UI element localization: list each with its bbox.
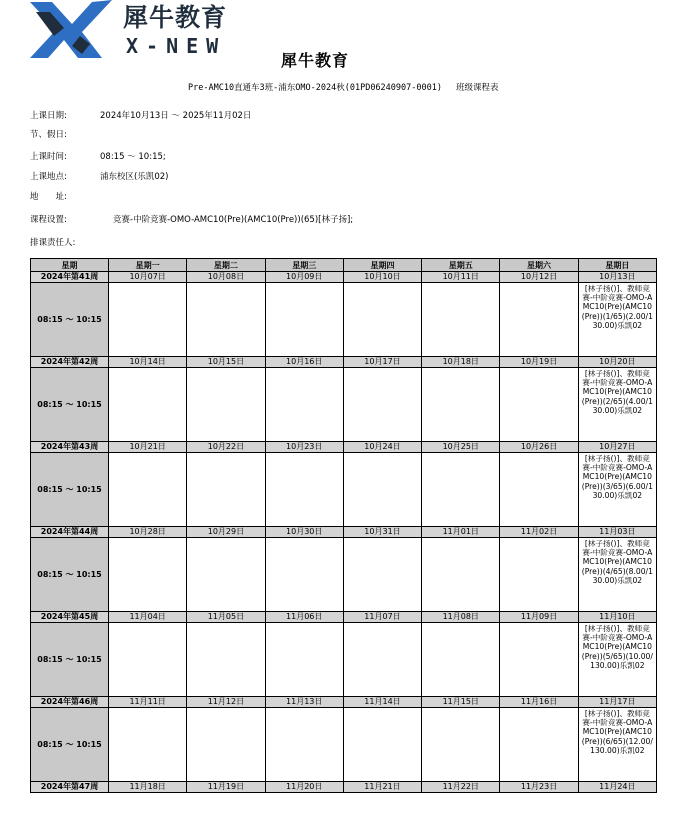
week-label: 2024年第42周 xyxy=(31,357,109,368)
date-cell: 11月02日 xyxy=(500,527,578,538)
lesson-cell[interactable]: [林子扬()]、教师竞赛-中阶竞赛-OMO-AMC10(Pre)(AMC10(Pre))(6/65)(12.00/130.00)乐凯02 xyxy=(578,708,656,782)
empty-slot-cell xyxy=(422,623,500,697)
date-cell: 10月29日 xyxy=(187,527,265,538)
header-sat: 星期六 xyxy=(500,259,578,272)
date-cell: 10月19日 xyxy=(500,357,578,368)
time-slot-row xyxy=(31,708,657,782)
date-cell: 10月16日 xyxy=(265,357,343,368)
info-address xyxy=(30,190,100,202)
empty-slot-cell xyxy=(265,538,343,612)
empty-slot-cell xyxy=(187,623,265,697)
empty-slot-cell xyxy=(109,453,187,527)
empty-slot-cell xyxy=(500,283,578,357)
empty-slot-cell xyxy=(109,368,187,442)
empty-slot-cell xyxy=(187,453,265,527)
time-slot-row xyxy=(31,538,657,612)
empty-slot-cell xyxy=(343,538,421,612)
date-cell: 10月17日 xyxy=(343,357,421,368)
date-cell: 10月15日 xyxy=(187,357,265,368)
lesson-cell[interactable]: [林子扬()]、教师竞赛-中阶竞赛-OMO-AMC10(Pre)(AMC10(Pre))(4/65)(8.00/130.00)乐凯02 xyxy=(578,538,656,612)
time-value: 08:15 ～ 10:15; xyxy=(100,152,166,162)
empty-slot-cell xyxy=(343,708,421,782)
time-slot-row xyxy=(31,623,657,697)
date-cell: 10月18日 xyxy=(422,357,500,368)
date-cell: 10月14日 xyxy=(109,357,187,368)
info-setting xyxy=(30,213,353,225)
empty-slot-cell xyxy=(343,368,421,442)
empty-slot-cell xyxy=(343,453,421,527)
company-logo xyxy=(30,0,240,62)
date-cell: 11月10日 xyxy=(578,612,656,623)
date-cell: 11月19日 xyxy=(187,782,265,793)
time-slot-label: 08:15 ～ 10:15 xyxy=(31,623,109,697)
empty-slot-cell xyxy=(187,283,265,357)
empty-slot-cell xyxy=(265,453,343,527)
date-cell: 11月06日 xyxy=(265,612,343,623)
date-cell: 10月27日 xyxy=(578,442,656,453)
empty-slot-cell xyxy=(500,538,578,612)
info-time xyxy=(30,150,166,162)
page-title: 犀牛教育 xyxy=(281,51,350,70)
date-cell: 11月15日 xyxy=(422,697,500,708)
empty-slot-cell xyxy=(109,283,187,357)
week-date-row xyxy=(31,357,657,368)
empty-slot-cell xyxy=(500,623,578,697)
date-cell: 10月28日 xyxy=(109,527,187,538)
date-cell: 11月07日 xyxy=(343,612,421,623)
logo-brand-text: 犀牛教育 xyxy=(123,3,228,32)
week-label: 2024年第45周 xyxy=(31,612,109,623)
time-slot-row xyxy=(31,368,657,442)
date-cell: 11月13日 xyxy=(265,697,343,708)
lesson-cell[interactable]: [林子扬()]、教师竞赛-中阶竞赛-OMO-AMC10(Pre)(AMC10(Pre))(2/65)(4.00/130.00)乐凯02 xyxy=(578,368,656,442)
empty-slot-cell xyxy=(422,283,500,357)
week-label: 2024年第43周 xyxy=(31,442,109,453)
setting-value: 竞赛-中阶竞赛-OMO-AMC10(Pre)(AMC10(Pre))(65)[林子扬]; xyxy=(113,215,354,225)
date-cell: 10月25日 xyxy=(422,442,500,453)
date-cell: 10月10日 xyxy=(343,272,421,283)
date-cell: 10月26日 xyxy=(500,442,578,453)
date-cell: 10月12日 xyxy=(500,272,578,283)
date-cell: 11月12日 xyxy=(187,697,265,708)
week-date-row xyxy=(31,272,657,283)
empty-slot-cell xyxy=(265,368,343,442)
date-cell: 11月16日 xyxy=(500,697,578,708)
week-date-row xyxy=(31,442,657,453)
empty-slot-cell xyxy=(343,283,421,357)
date-cell: 11月04日 xyxy=(109,612,187,623)
header-sun: 星期日 xyxy=(578,259,656,272)
empty-slot-cell xyxy=(343,623,421,697)
info-owner xyxy=(30,236,100,248)
empty-slot-cell xyxy=(422,368,500,442)
date-cell: 10月13日 xyxy=(578,272,656,283)
date-cell: 11月03日 xyxy=(578,527,656,538)
date-cell: 10月24日 xyxy=(343,442,421,453)
date-cell: 10月21日 xyxy=(109,442,187,453)
info-holiday xyxy=(30,128,100,140)
empty-slot-cell xyxy=(422,453,500,527)
empty-slot-cell xyxy=(187,538,265,612)
empty-slot-cell xyxy=(265,708,343,782)
date-cell: 10月07日 xyxy=(109,272,187,283)
date-cell: 10月23日 xyxy=(265,442,343,453)
week-label: 2024年第44周 xyxy=(31,527,109,538)
time-label: 上课时间: xyxy=(30,152,67,162)
course-code: Pre-AMC10直通车3班-浦东OMO-2024秋(01PD06240907-0001) xyxy=(188,83,442,93)
date-cell: 11月20日 xyxy=(265,782,343,793)
lesson-cell[interactable]: [林子扬()]、教师竞赛-中阶竞赛-OMO-AMC10(Pre)(AMC10(Pre))(3/65)(6.00/130.00)乐凯02 xyxy=(578,453,656,527)
date-cell: 11月18日 xyxy=(109,782,187,793)
lesson-cell[interactable]: [林子扬()]、教师竞赛-中阶竞赛-OMO-AMC10(Pre)(AMC10(Pre))(1/65)(2.00/130.00)乐凯02 xyxy=(578,283,656,357)
date-cell: 10月22日 xyxy=(187,442,265,453)
date-cell: 11月24日 xyxy=(578,782,656,793)
date-cell: 11月23日 xyxy=(500,782,578,793)
time-slot-label: 08:15 ～ 10:15 xyxy=(31,538,109,612)
week-date-row xyxy=(31,782,657,793)
empty-slot-cell xyxy=(422,708,500,782)
dates-label: 上课日期: xyxy=(30,111,67,121)
header-fri: 星期五 xyxy=(422,259,500,272)
time-slot-row xyxy=(31,453,657,527)
date-cell: 10月30日 xyxy=(265,527,343,538)
date-cell: 11月17日 xyxy=(578,697,656,708)
week-date-row xyxy=(31,527,657,538)
empty-slot-cell xyxy=(109,538,187,612)
schedule-table xyxy=(30,258,657,793)
lesson-cell[interactable]: [林子扬()]、教师竞赛-中阶竞赛-OMO-AMC10(Pre)(AMC10(Pre))(5/65)(10.00/130.00)乐凯02 xyxy=(578,623,656,697)
week-label: 2024年第46周 xyxy=(31,697,109,708)
date-cell: 11月08日 xyxy=(422,612,500,623)
date-cell: 11月09日 xyxy=(500,612,578,623)
empty-slot-cell xyxy=(187,368,265,442)
week-label: 2024年第47周 xyxy=(31,782,109,793)
empty-slot-cell xyxy=(109,708,187,782)
time-slot-row xyxy=(31,283,657,357)
info-dates xyxy=(30,109,251,121)
owner-label: 排课责任人: xyxy=(30,238,76,248)
page-subtitle xyxy=(188,81,498,93)
date-cell: 10月20日 xyxy=(578,357,656,368)
header-mon: 星期一 xyxy=(109,259,187,272)
table-header-row xyxy=(31,259,657,272)
week-date-row xyxy=(31,612,657,623)
empty-slot-cell xyxy=(500,368,578,442)
time-slot-label: 08:15 ～ 10:15 xyxy=(31,708,109,782)
empty-slot-cell xyxy=(265,623,343,697)
date-cell: 11月21日 xyxy=(343,782,421,793)
info-location xyxy=(30,170,168,182)
setting-label: 课程设置: xyxy=(30,215,67,225)
date-cell: 11月11日 xyxy=(109,697,187,708)
address-label: 地 址: xyxy=(30,192,67,202)
empty-slot-cell xyxy=(500,708,578,782)
date-cell: 10月11日 xyxy=(422,272,500,283)
holiday-label: 节、假日: xyxy=(30,130,67,140)
header-tue: 星期二 xyxy=(187,259,265,272)
time-slot-label: 08:15 ～ 10:15 xyxy=(31,283,109,357)
doc-type: 班级课程表 xyxy=(455,83,499,93)
empty-slot-cell xyxy=(109,623,187,697)
empty-slot-cell xyxy=(265,283,343,357)
logo-latin-text: X-NEW xyxy=(126,34,227,58)
time-slot-label: 08:15 ～ 10:15 xyxy=(31,453,109,527)
date-cell: 10月31日 xyxy=(343,527,421,538)
location-value: 浦东校区(乐凯02) xyxy=(100,172,169,182)
dates-value: 2024年10月13日 ～ 2025年11月02日 xyxy=(100,111,252,121)
empty-slot-cell xyxy=(422,538,500,612)
date-cell: 10月08日 xyxy=(187,272,265,283)
date-cell: 11月22日 xyxy=(422,782,500,793)
week-label: 2024年第41周 xyxy=(31,272,109,283)
date-cell: 11月01日 xyxy=(422,527,500,538)
week-date-row xyxy=(31,697,657,708)
header-thu: 星期四 xyxy=(343,259,421,272)
empty-slot-cell xyxy=(500,453,578,527)
date-cell: 11月14日 xyxy=(343,697,421,708)
location-label: 上课地点: xyxy=(30,172,67,182)
empty-slot-cell xyxy=(187,708,265,782)
time-slot-label: 08:15 ～ 10:15 xyxy=(31,368,109,442)
date-cell: 10月09日 xyxy=(265,272,343,283)
date-cell: 11月05日 xyxy=(187,612,265,623)
header-wed: 星期三 xyxy=(265,259,343,272)
header-week: 星期 xyxy=(31,259,109,272)
